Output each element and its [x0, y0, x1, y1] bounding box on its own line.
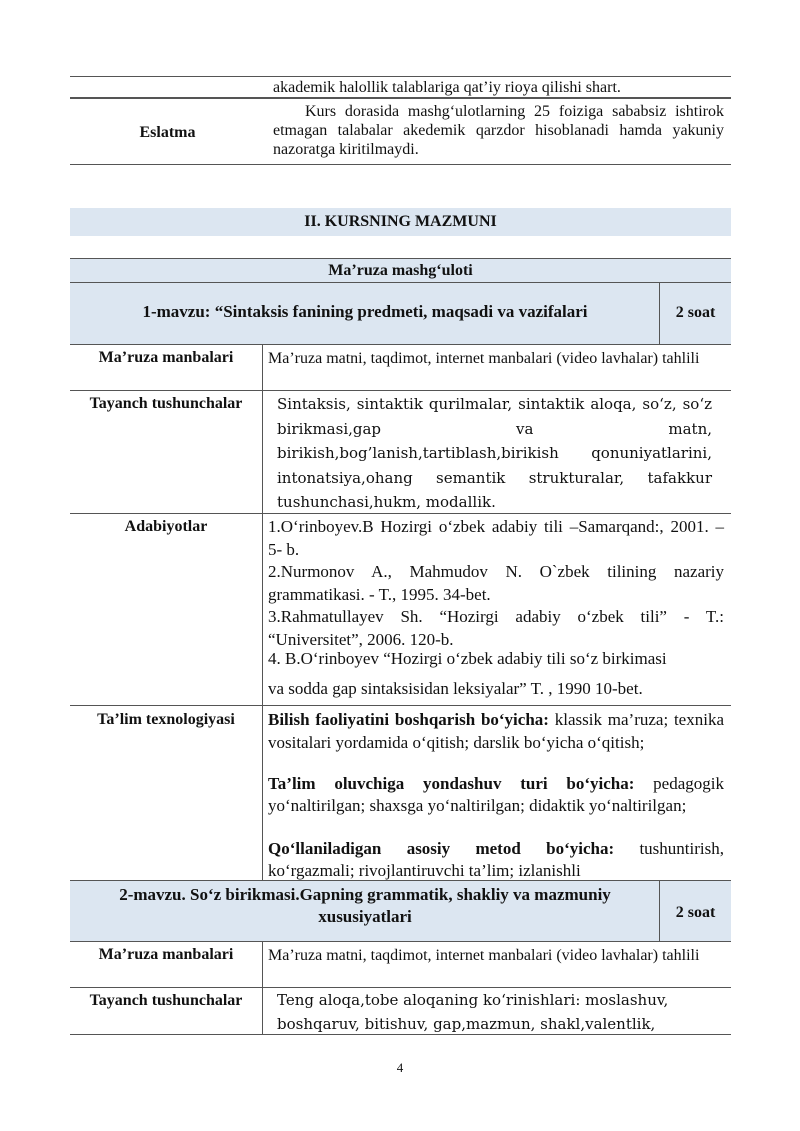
literature-item: 3.Rahmatullayev Sh. “Hozirgi adabiy o‘zbek tili” - T.: “Universitet”, 2006. 120-b.: [268, 607, 724, 649]
note-text: Kurs dorasida mashg‘ulotlarning 25 foiziga sababsiz ishtirok etmagan talabalar akedemik qarzdor hisoblanadi hamda yakuniy nazoratga kiritilmaydi.: [273, 103, 724, 158]
table-line: [659, 282, 660, 344]
literature-label: Adabiyotlar: [124, 518, 208, 535]
table-line: [70, 1034, 731, 1035]
table-line: [70, 513, 731, 514]
tech-item-text: tushuntirish, ko‘rgazmali; rivojlantiruvchi ta’lim; izlanishli: [268, 839, 724, 880]
table-line: [659, 880, 660, 941]
concepts-line: Teng aloqa,tobe aloqaning ko‘rinishlari: moslashuv,: [277, 991, 669, 1009]
tech-item: [268, 709, 724, 754]
literature-item: 4. B.O‘rinboyev “Hozirgi o‘zbek adabiy tili so‘z birkimasi: [268, 649, 667, 668]
tech-item-heading: Bilish faoliyatini boshqarish bo‘yicha:: [268, 710, 549, 729]
concepts-label: Tayanch tushunchalar: [89, 992, 243, 1009]
top-table-border: [70, 76, 731, 77]
concepts-line: boshqaruv, bitishuv, gap,mazmun, shakl,valentlik,: [277, 1015, 656, 1033]
table-column-line: [262, 344, 263, 881]
top-table-row1-text: akademik halollik talablariga qat’iy rioya qilishi shart.: [273, 79, 621, 96]
sources-text: Ma’ruza matni, taqdimot, internet manbalari (video lavhalar) tahlili: [268, 350, 700, 367]
page-number: 4: [396, 1060, 404, 1075]
topic2-title-line2: xususiyatlari: [318, 907, 412, 926]
table-line: [70, 941, 731, 942]
table-line: [70, 705, 731, 706]
tech-item-text: klassik ma’ruza; texnika vositalari yordamida o‘qitish; darslik bo‘yicha o‘qitish;: [268, 710, 724, 752]
topic1-title: 1-mavzu: “Sintaksis fanining predmeti, maqsadi va vazifalari: [142, 302, 588, 321]
topic2-hours: 2 soat: [675, 904, 716, 921]
sources-text: Ma’ruza matni, taqdimot, internet manbalari (video lavhalar) tahlili: [268, 947, 700, 964]
tech-label: Ta’lim texnologiyasi: [97, 711, 235, 728]
lecture-header: Ma’ruza mashg‘uloti: [328, 262, 473, 279]
topic2-title-line1: 2-mavzu. So‘z birikmasi.Gapning grammatik, shakliy va mazmuniy: [119, 885, 611, 904]
tech-item-heading: Qo‘llaniladigan asosiy metod bo‘yicha:: [268, 839, 615, 858]
table-line: [70, 390, 731, 391]
tech-item: [268, 773, 724, 816]
section-title: II. KURSNING MAZMUNI: [70, 208, 731, 236]
concepts-text: Sintaksis, sintaktik qurilmalar, sintaktik aloqa, so‘z, so‘z birikmasi,gap va matn, birikish,bog’lanish,tartiblash,birikish qonuniyatlarini, intonatsiya,ohang semantik strukturalar, tafakkur tushunchasi,hukm, modallik.: [277, 395, 712, 511]
tech-item-text: pedagogik yo‘naltirilgan; shaxsga yo‘naltirilgan; didaktik yo‘naltirilgan;: [268, 774, 724, 815]
top-table-divider: [70, 97, 731, 99]
table-line: [70, 258, 731, 259]
note-label: Eslatma: [139, 124, 196, 141]
concepts-label: Tayanch tushunchalar: [89, 395, 243, 412]
top-table-bottom: [70, 164, 731, 165]
tech-item-heading: Ta’lim oluvchiga yondashuv turi bo‘yicha:: [268, 774, 635, 793]
topic1-hours: 2 soat: [675, 304, 716, 321]
literature-item: va sodda gap sintaksisidan leksiyalar” T. , 1990 10-bet.: [268, 679, 643, 698]
sources-label: Ma’ruza manbalari: [98, 946, 234, 963]
sources-label: Ma’ruza manbalari: [98, 349, 234, 366]
table-line: [70, 344, 731, 345]
literature-item: 2.Nurmonov A., Mahmudov N. O`zbek tilining nazariy grammatikasi. - T., 1995. 34-bet.: [268, 562, 724, 604]
tech-item: [268, 838, 724, 882]
literature-item: 1.O‘rinboyev.B Hozirgi o‘zbek adabiy tili –Samarqand:, 2001. – 5- b.: [268, 517, 724, 559]
